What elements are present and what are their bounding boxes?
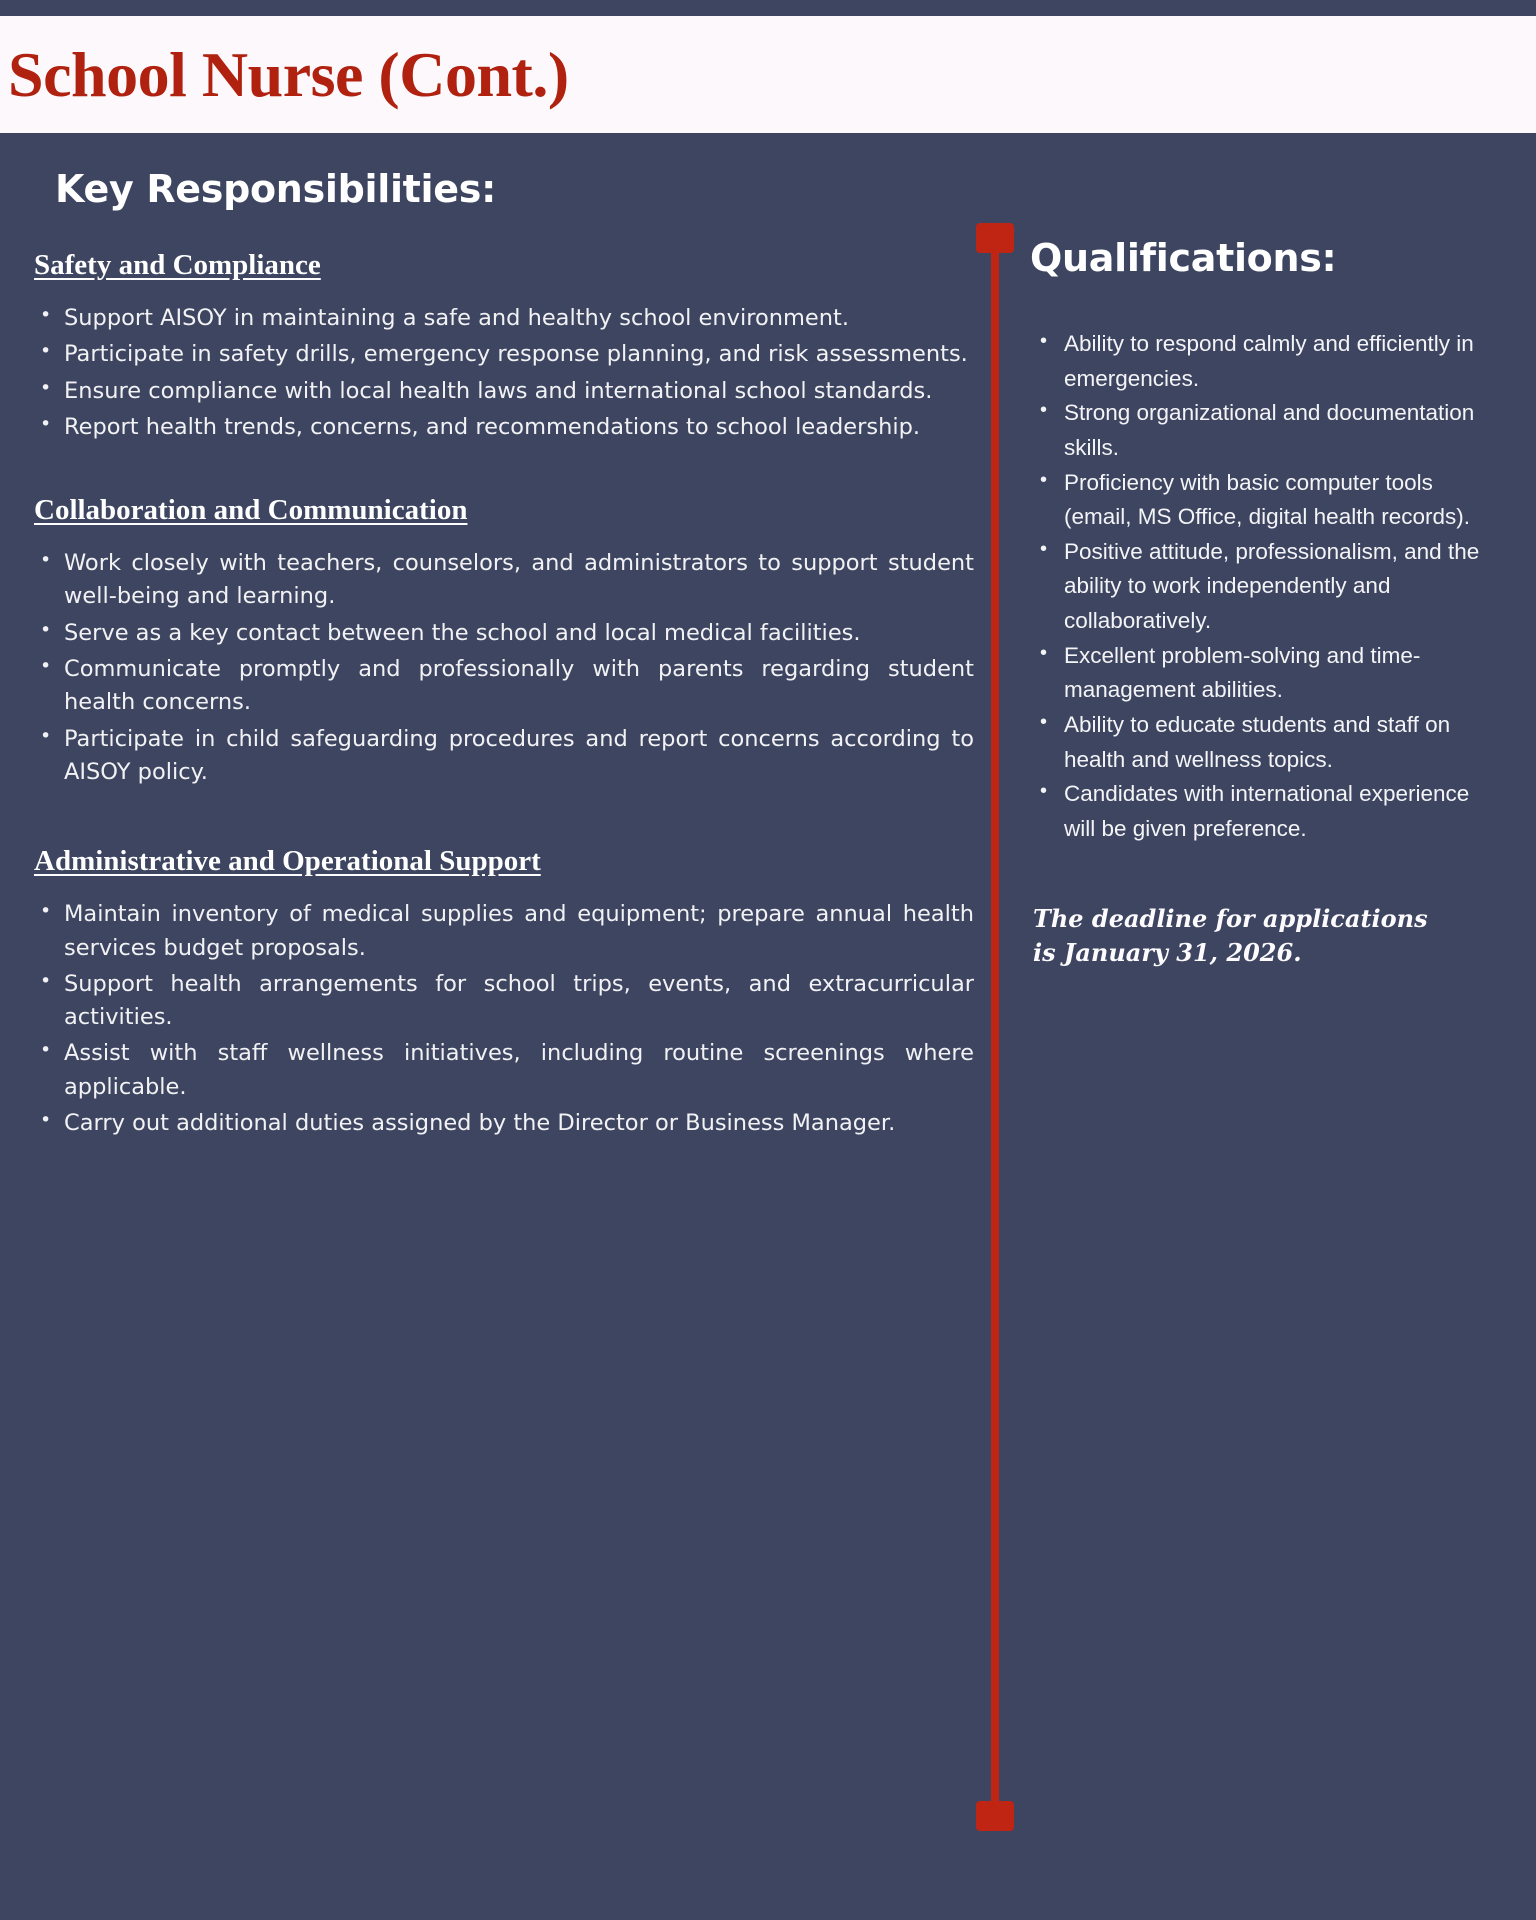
list-item: • Proficiency with basic computer tools (email, MS Office, digital health records). — [1030, 466, 1500, 535]
vertical-divider — [991, 225, 999, 1830]
qualifications-bullet-list — [1030, 327, 1500, 847]
list-item: • Ensure compliance with local health laws and international school standards. — [22, 375, 974, 408]
section-safety-and-compliance — [22, 249, 974, 444]
section-heading: Collaboration and Communication — [34, 494, 468, 527]
list-item: • Serve as a key contact between the school and local medical facilities. — [22, 617, 974, 650]
list-item: • Excellent problem-solving and time-management abilities. — [1030, 639, 1500, 708]
section-bullet-list — [22, 302, 974, 444]
qualifications-column — [1030, 133, 1500, 970]
qualifications-heading: Qualifications: — [1030, 236, 1337, 280]
section-administrative-and-operational-support — [22, 845, 974, 1140]
list-item: • Report health trends, concerns, and recommendations to school leadership. — [22, 411, 974, 444]
list-item: • Positive attitude, professionalism, and the ability to work independently and collaboratively. — [1030, 535, 1500, 639]
list-item: • Work closely with teachers, counselors, and administrators to support student well-being and learning. — [22, 547, 974, 614]
list-item: • Ability to educate students and staff on health and wellness topics. — [1030, 708, 1500, 777]
list-item: • Communicate promptly and professionally with parents regarding student health concerns. — [22, 653, 974, 720]
list-item: • Candidates with international experience will be given preference. — [1030, 777, 1500, 846]
key-responsibilities-column — [22, 133, 974, 1143]
list-item: • Ability to respond calmly and efficiently in emergencies. — [1030, 327, 1500, 396]
key-responsibilities-heading: Key Responsibilities: — [55, 167, 496, 211]
divider-cap-bottom-icon — [976, 1801, 1014, 1831]
section-bullet-list — [22, 547, 974, 789]
page-body — [0, 133, 1536, 1920]
list-item: • Participate in safety drills, emergency response planning, and risk assessments. — [22, 338, 974, 371]
list-item: • Participate in child safeguarding procedures and report concerns according to AISOY policy. — [22, 723, 974, 790]
section-bullet-list — [22, 898, 974, 1140]
list-item: • Strong organizational and documentation skills. — [1030, 396, 1500, 465]
application-deadline-note: The deadline for applications is January 31, 2026. — [1033, 903, 1428, 967]
section-heading: Safety and Compliance — [34, 249, 321, 281]
header-banner — [0, 16, 1536, 133]
divider-cap-top-icon — [976, 223, 1014, 253]
section-collaboration-and-communication — [22, 494, 974, 789]
list-item: • Assist with staff wellness initiatives, including routine screenings where applicable. — [22, 1037, 974, 1104]
list-item: • Support health arrangements for school trips, events, and extracurricular activities. — [22, 968, 974, 1035]
list-item: • Maintain inventory of medical supplies and equipment; prepare annual health services budget proposals. — [22, 898, 974, 965]
section-heading: Administrative and Operational Support — [34, 845, 541, 878]
list-item: • Support AISOY in maintaining a safe and healthy school environment. — [22, 302, 974, 335]
page-title: School Nurse (Cont.) — [8, 38, 569, 110]
list-item: • Carry out additional duties assigned by the Director or Business Manager. — [22, 1107, 974, 1140]
